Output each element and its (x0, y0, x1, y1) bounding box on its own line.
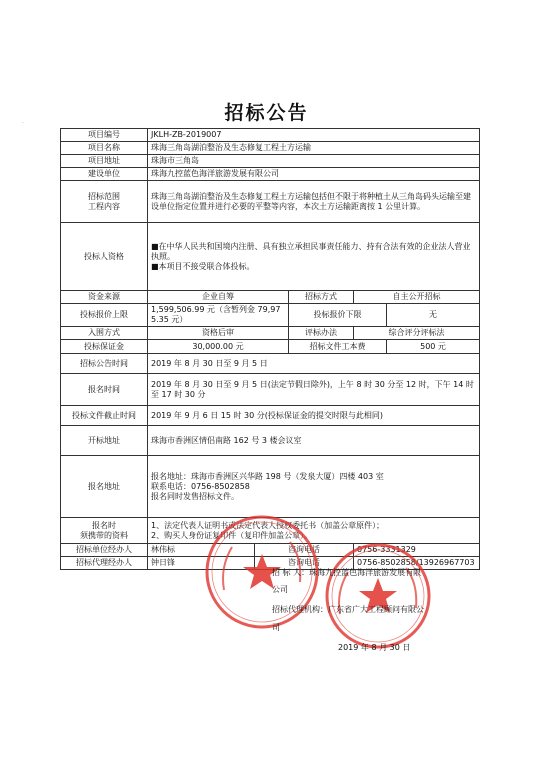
row-funds (61, 291, 480, 304)
row-deposit (61, 340, 480, 354)
value: JKLH-ZB-2019007 (148, 129, 480, 142)
label-line: 招标范围 (88, 191, 120, 201)
value: 珠海三角岛湖泊整治及生态修复工程土方运输 (148, 142, 480, 155)
label: 报名地址 (61, 456, 148, 518)
value: 资格后审 (148, 327, 289, 340)
notice-table (60, 128, 480, 570)
row-owner (61, 168, 480, 181)
label: 投标文件截止时间 (61, 406, 148, 426)
value: 自主公开招标 (354, 291, 480, 304)
value: 2019 年 9 月 6 日 15 时 30 分(投标保证金的提交时限与此相同) (148, 406, 480, 426)
value: 珠海市香洲区情侣南路 162 号 3 楼会议室 (148, 426, 480, 456)
label: 招标单位经办人 (61, 544, 148, 557)
signature-date: 2019 年 8 月 30 日 (338, 643, 411, 652)
label: 项目名称 (61, 142, 148, 155)
row-qualification (61, 223, 480, 291)
label: 投标报价上限 (61, 304, 148, 327)
label: 开标地址 (61, 426, 148, 456)
value: 钟日锋 (148, 557, 255, 570)
row-signup-time (61, 374, 480, 406)
text-line: 1、法定代表人证明书或法定代表人授权委托书（加盖公章原件）； (151, 520, 385, 530)
label: 招标公告时间 (61, 354, 148, 374)
agent-signature-line2: 司 (272, 623, 280, 632)
label: 咨询电话 (255, 544, 354, 557)
label: 项目编号 (61, 129, 148, 142)
value: 30,000.00 元 (148, 340, 289, 354)
label: 招标文件工本费 (289, 340, 387, 354)
label: 投标人资格 (61, 223, 148, 291)
text-line: ■在中华人民共和国境内注册、具有独立承担民事责任能力、持有合法有效的企业法人营业执照。 (151, 241, 471, 261)
row-project-site (61, 155, 480, 168)
text-line: 报名同时发售招标文件。 (151, 491, 239, 501)
label: 投标保证金 (61, 340, 148, 354)
value: 0756-3331329 (354, 544, 480, 557)
row-opening-site (61, 426, 480, 456)
value: 企业自筹 (148, 291, 289, 304)
value: 珠海九控蓝色海洋旅游发展有限公司 (148, 168, 480, 181)
value: 1,599,506.99 元（含暂列金 79,975.35 元） (148, 304, 289, 327)
row-deadline (61, 406, 480, 426)
row-notice-time (61, 354, 480, 374)
text-line: ■本项目不接受联合体投标。 (151, 261, 255, 271)
value (148, 456, 480, 518)
value: 林伟标 (148, 544, 255, 557)
row-project-name (61, 142, 480, 155)
label: 评标办法 (289, 327, 354, 340)
value: 2019 年 8 月 30 日至 9 月 5 日 (148, 354, 480, 374)
label: 报名时间 (61, 374, 148, 406)
label-line: 须携带的资料 (80, 530, 128, 540)
value: 综合评分评标法 (354, 327, 480, 340)
label: 咨询电话 (255, 557, 354, 570)
value: 无 (387, 304, 480, 327)
row-entry (61, 327, 480, 340)
tenderer-signature-line2: 公司 (272, 585, 288, 594)
label-line: 工程内容 (88, 201, 120, 211)
tenderer-signature-line1: 招 标 人：珠海九控蓝色海洋旅游发展有限 (272, 568, 422, 577)
label: 投标报价下限 (289, 304, 387, 327)
value: 2019 年 8 月 30 日至 9 月 5 日(法定节假日除外)，上午 8 时 30 分至 12 时，下午 14 时至 17 时 30 分 (148, 374, 480, 406)
value: 珠海三角岛湖泊整治及生态修复工程土方运输包括但不限于将种植土从三角岛码头运输至建设单位指定位置并进行必要的平整等内容，本次土方运输距离按 1 公里计算。 (148, 181, 480, 223)
agent-seal-stamp (322, 540, 434, 652)
label: 项目地址 (61, 155, 148, 168)
row-project-no (61, 129, 480, 142)
value: 珠海市三角岛 (148, 155, 480, 168)
label-line: 报名时 (92, 520, 116, 530)
document-title: 招标公告 (224, 102, 309, 124)
value: 500 元 (387, 340, 480, 354)
row-price (61, 304, 480, 327)
label: 招标方式 (289, 291, 354, 304)
value: 0756-8502858/13926967703 (354, 557, 480, 570)
label: 建设单位 (61, 168, 148, 181)
label (61, 181, 148, 223)
label (61, 518, 148, 544)
agent-signature-line1: 招标代理机构：广东省广大工程顾问有限公 (272, 605, 424, 614)
scan-mark: · (22, 120, 24, 127)
label: 招标代理经办人 (61, 557, 148, 570)
text-line: 2、购买人身份证复印件（复印件加盖公章）。 (151, 530, 313, 540)
value (148, 223, 480, 291)
text-line: 报名地址：珠海市香洲区兴华路 198 号（发泉大厦）四楼 403 室 (151, 471, 384, 481)
label: 资金来源 (61, 291, 148, 304)
text-line: 联系电话：0756-8502858 (151, 481, 250, 491)
label: 入围方式 (61, 327, 148, 340)
row-signup-site (61, 456, 480, 518)
row-scope (61, 181, 480, 223)
